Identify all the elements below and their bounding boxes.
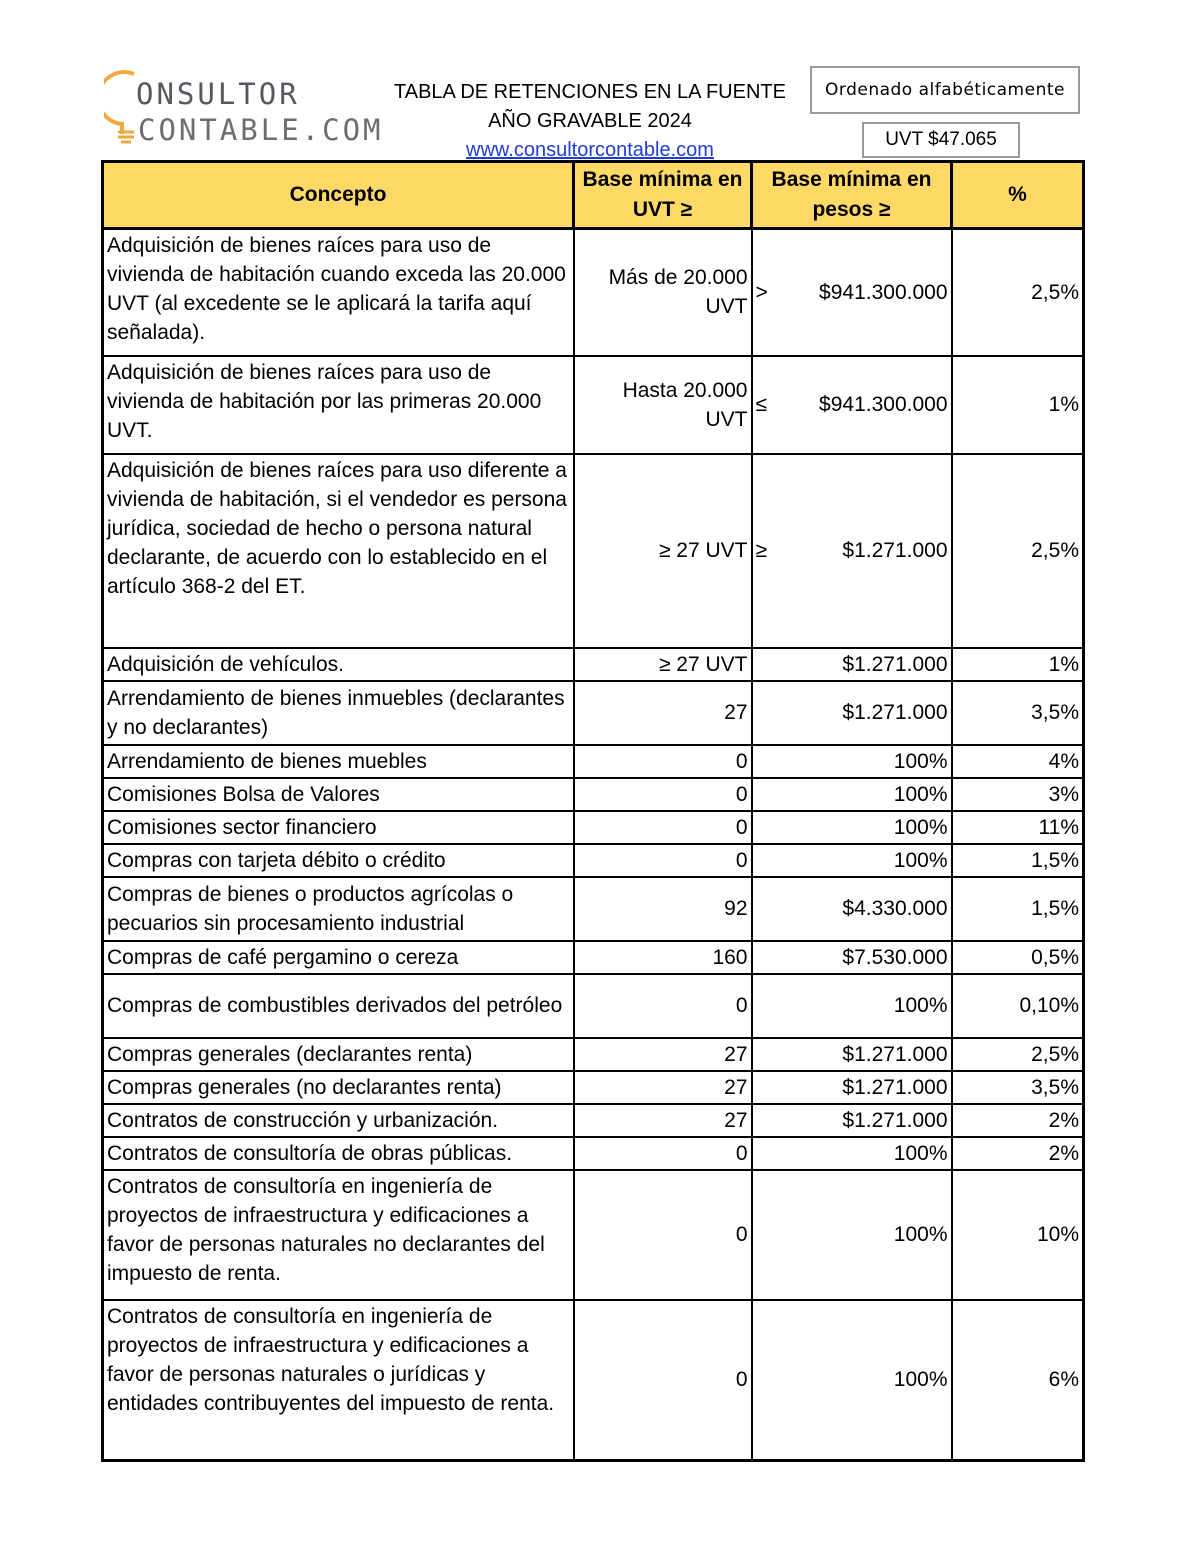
cell-base-pesos [752,1170,952,1300]
cell-concepto: Adquisición de vehículos. [103,648,574,681]
cell-concepto: Comisiones Bolsa de Valores [103,778,574,811]
cell-base-uvt: ≥ 27 UVT [574,454,752,648]
cell-base-uvt: 27 [574,1071,752,1104]
cell-base-pesos [752,974,952,1038]
cell-porcentaje: 1,5% [952,844,1084,877]
cell-porcentaje: 2,5% [952,1038,1084,1071]
cell-base-uvt: Hasta 20.000 UVT [574,356,752,454]
cell-base-pesos [752,1038,952,1071]
logo [104,68,384,158]
cell-porcentaje: 1% [952,356,1084,454]
cell-concepto: Compras con tarjeta débito o crédito [103,844,574,877]
table-row [103,1038,1084,1071]
base-pesos-value: 100% [893,1368,948,1392]
cell-base-uvt: 0 [574,1170,752,1300]
table-row [103,941,1084,974]
cell-base-uvt: 27 [574,681,752,745]
cell-base-pesos [752,229,952,356]
base-pesos-value: $1.271.000 [842,539,948,562]
cell-porcentaje: 11% [952,811,1084,844]
cell-concepto: Adquisición de bienes raíces para uso diferente a vivienda de habitación, si el vendedor es persona jurídica, sociedad de hecho o persona natural declarante, de acuerdo con lo establecido en el artículo 368-2 del ET. [103,454,574,648]
table-row [103,811,1084,844]
cell-porcentaje: 2% [952,1137,1084,1170]
cell-base-uvt: 0 [574,974,752,1038]
cell-base-pesos [752,1137,952,1170]
sort-note-box: Ordenado alfabéticamente [810,66,1080,114]
comparison-symbol: ≥ [755,539,768,562]
cell-base-pesos [752,778,952,811]
cell-base-uvt: 27 [574,1104,752,1137]
cell-concepto: Compras generales (no declarantes renta) [103,1071,574,1104]
header-base-pesos: Base mínima en pesos ≥ [752,162,952,229]
cell-concepto: Adquisición de bienes raíces para uso de vivienda de habitación cuando exceda las 20.000 UVT (al excedente se le aplicará la tarifa aquí señalada). [103,229,574,356]
cell-concepto: Arrendamiento de bienes inmuebles (declarantes y no declarantes) [103,681,574,745]
table-row [103,778,1084,811]
cell-porcentaje: 0,5% [952,941,1084,974]
cell-concepto: Contratos de consultoría de obras públicas. [103,1137,574,1170]
base-pesos-value: $1.271.000 [842,1075,948,1099]
table-header-row [103,162,1084,229]
cell-porcentaje: 3,5% [952,681,1084,745]
base-pesos-value: 100% [893,1223,948,1246]
page-title: TABLA DE RETENCIONES EN LA FUENTE [394,81,786,103]
base-pesos-value: $7.530.000 [842,945,948,969]
cell-base-pesos [752,356,952,454]
cell-base-pesos [752,1300,952,1461]
base-pesos-value: 100% [893,1141,948,1165]
cell-concepto: Compras de café pergamino o cereza [103,941,574,974]
cell-concepto: Contratos de consultoría en ingeniería de proyectos de infraestructura y edificaciones a favor de personas naturales o jurídicas y entidades contribuyentes del impuesto de renta. [103,1300,574,1461]
cell-concepto: Comisiones sector financiero [103,811,574,844]
cell-concepto: Compras de combustibles derivados del petróleo [103,974,574,1038]
table-row [103,681,1084,745]
cell-base-pesos [752,745,952,778]
page-subtitle: AÑO GRAVABLE 2024 [488,110,692,132]
uvt-value-box: UVT $47.065 [862,122,1020,158]
table-row [103,844,1084,877]
cell-base-uvt: 0 [574,745,752,778]
cell-base-pesos [752,941,952,974]
cell-base-uvt: ≥ 27 UVT [574,648,752,681]
table-row [103,454,1084,648]
header-porcentaje: % [952,162,1084,229]
cell-base-uvt: 27 [574,1038,752,1071]
cell-base-pesos [752,877,952,941]
base-pesos-value: 100% [893,749,948,773]
cell-base-pesos [752,811,952,844]
cell-base-uvt: 160 [574,941,752,974]
cell-base-pesos [752,454,952,648]
table-row [103,1300,1084,1461]
cell-base-pesos [752,1104,952,1137]
base-pesos-value: 100% [893,782,948,806]
cell-porcentaje: 2% [952,1104,1084,1137]
cell-base-uvt: 0 [574,844,752,877]
cell-base-pesos [752,681,952,745]
table-row [103,1137,1084,1170]
base-pesos-value: $1.271.000 [842,1108,948,1132]
cell-concepto: Compras de bienes o productos agrícolas o pecuarios sin procesamiento industrial [103,877,574,941]
base-pesos-value: $1.271.000 [842,701,948,724]
cell-porcentaje: 1,5% [952,877,1084,941]
cell-base-pesos [752,844,952,877]
cell-porcentaje: 6% [952,1300,1084,1461]
table-row [103,1170,1084,1300]
cell-base-pesos [752,648,952,681]
header-concepto: Concepto [103,162,574,229]
cell-base-uvt: 0 [574,778,752,811]
cell-concepto: Adquisición de bienes raíces para uso de vivienda de habitación por las primeras 20.000 UVT. [103,356,574,454]
table-row [103,745,1084,778]
cell-porcentaje: 2,5% [952,229,1084,356]
base-pesos-value: 100% [893,848,948,872]
title-block [370,78,810,165]
retention-table [101,160,1085,1462]
base-pesos-value: $4.330.000 [842,897,948,920]
comparison-symbol: > [755,280,768,304]
cell-porcentaje: 3,5% [952,1071,1084,1104]
cell-base-uvt: 92 [574,877,752,941]
cell-base-pesos [752,1071,952,1104]
cell-porcentaje: 3% [952,778,1084,811]
table-row [103,648,1084,681]
table-row [103,1104,1084,1137]
cell-porcentaje: 4% [952,745,1084,778]
logo-text-bottom: CONTABLE.COM [138,113,384,147]
base-pesos-value: 100% [893,815,948,839]
cell-base-uvt: 0 [574,811,752,844]
header-base-uvt: Base mínima en UVT ≥ [574,162,752,229]
base-pesos-value: 100% [893,994,948,1017]
table-row [103,229,1084,356]
cell-base-uvt: 0 [574,1300,752,1461]
cell-base-uvt: Más de 20.000 UVT [574,229,752,356]
cell-concepto: Arrendamiento de bienes muebles [103,745,574,778]
cell-porcentaje: 1% [952,648,1084,681]
cell-base-uvt: 0 [574,1137,752,1170]
base-pesos-value: $1.271.000 [842,652,948,676]
table-row [103,356,1084,454]
cell-concepto: Contratos de construcción y urbanización. [103,1104,574,1137]
base-pesos-value: $941.300.000 [819,393,948,416]
cell-porcentaje: 2,5% [952,454,1084,648]
cell-concepto: Contratos de consultoría en ingeniería de proyectos de infraestructura y edificaciones a favor de personas naturales no declarantes del impuesto de renta. [103,1170,574,1300]
base-pesos-value: $941.300.000 [819,280,948,304]
comparison-symbol: ≤ [755,393,768,416]
table-row [103,1071,1084,1104]
cell-porcentaje: 0,10% [952,974,1084,1038]
table-row [103,877,1084,941]
logo-text-top: ONSULTOR [136,77,300,111]
cell-porcentaje: 10% [952,1170,1084,1300]
table-row [103,974,1084,1038]
website-link[interactable]: www.consultorcontable.com [466,139,714,161]
base-pesos-value: $1.271.000 [842,1042,948,1066]
cell-concepto: Compras generales (declarantes renta) [103,1038,574,1071]
